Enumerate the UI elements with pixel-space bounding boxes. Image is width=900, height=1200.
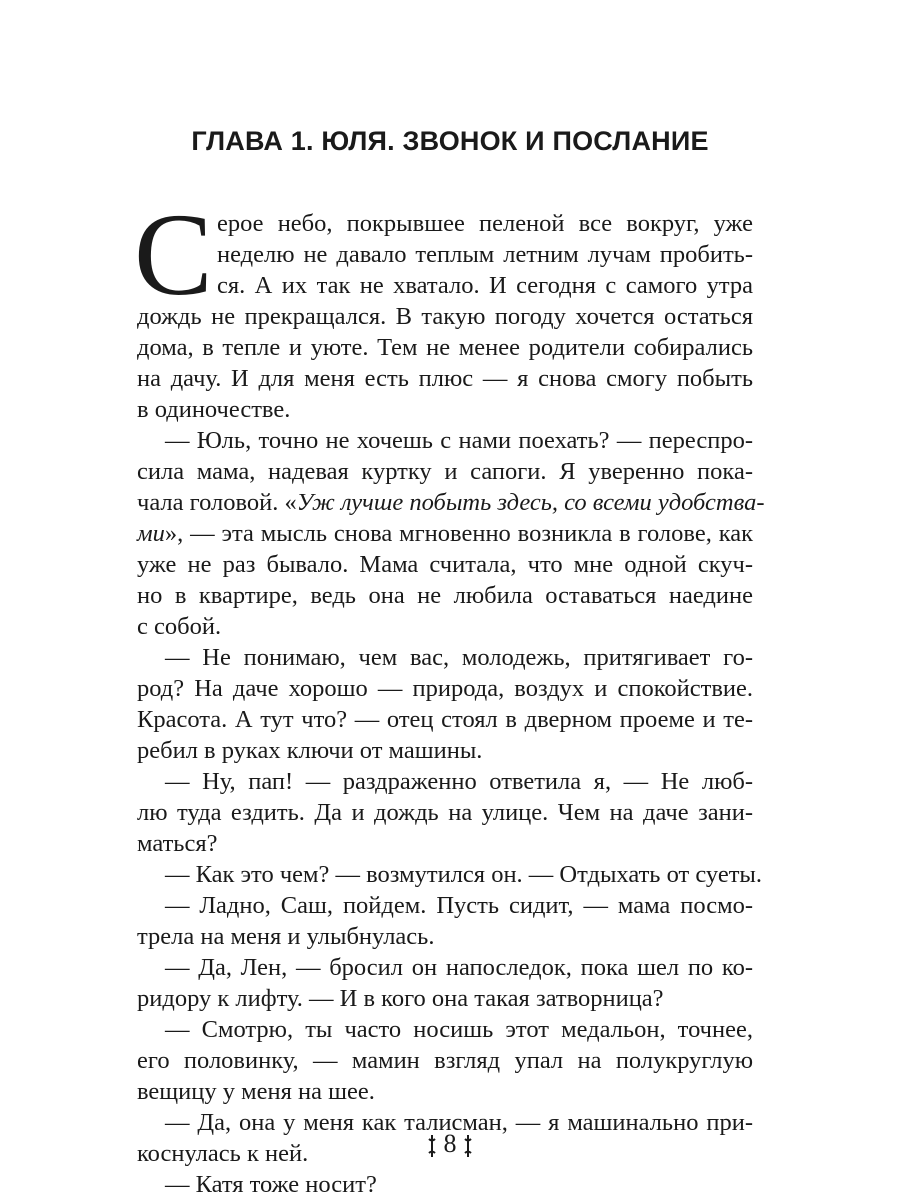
text-line: ридору к лифту. — И в кого она такая затворница?	[137, 985, 664, 1012]
text-line: — Юль, точно не хочешь с нами поехать? — переспро-	[165, 427, 753, 454]
text-line: уже не раз бывало. Мама считала, что мне одной скуч-	[137, 551, 753, 578]
text-line: дождь не прекращался. В такую погоду хочется остаться	[137, 303, 753, 330]
text-line: — Катя тоже носит?	[165, 1171, 377, 1198]
text-line: — Ну, пап! — раздраженно ответила я, — Не люб-	[165, 768, 753, 795]
italic-fragment: Уж лучше побыть здесь, со всеми удобства-	[296, 489, 765, 516]
page-ornament-right-icon	[463, 1133, 473, 1159]
text-line: коснулась к ней.	[137, 1140, 309, 1167]
text-fragment: чала головой. «	[137, 489, 297, 516]
drop-cap: С	[134, 189, 213, 320]
text-line: сила мама, надевая куртку и сапоги. Я уверенно пока-	[137, 458, 753, 485]
page-ornament-left-icon	[427, 1133, 437, 1159]
text-line: Красота. А тут что? — отец стоял в дверном проеме и те-	[137, 706, 753, 733]
text-line: но в квартире, ведь она не любила оставаться наедине	[137, 582, 753, 609]
text-line: ребил в руках ключи от машины.	[137, 737, 483, 764]
text-line: род? На даче хорошо — природа, воздух и спокойствие.	[137, 675, 753, 702]
text-line: вещицу у меня на шее.	[137, 1078, 375, 1105]
text-line: в одиночестве.	[137, 396, 291, 423]
text-line: его половинку, — мамин взгляд упал на полукруглую	[137, 1047, 753, 1074]
text-line: неделю не давало теплым летним лучам пробить-	[217, 241, 753, 268]
chapter-title: ГЛАВА 1. ЮЛЯ. ЗВОНОК И ПОСЛАНИЕ	[191, 126, 709, 156]
text-line	[137, 518, 753, 549]
text-fragment: », — эта мысль снова мгновенно возникла в голове, как	[164, 520, 753, 547]
text-line: ерое небо, покрывшее пеленой все вокруг, уже	[217, 210, 753, 237]
page-number-value: 8	[443, 1129, 457, 1158]
text-line: трела на меня и улыбнулась.	[137, 923, 435, 950]
text-line: — Не понимаю, чем вас, молодежь, притягивает го-	[165, 644, 753, 671]
text-line: лю туда ездить. Да и дождь на улице. Чем на даче зани-	[137, 799, 753, 826]
page-number	[0, 1124, 900, 1164]
text-line: с собой.	[137, 613, 222, 640]
text-line: — Как это чем? — возмутился он. — Отдыхать от суеты.	[165, 861, 763, 888]
body-text	[137, 208, 765, 1200]
italic-fragment: ми	[137, 520, 165, 547]
text-line: — Смотрю, ты часто носишь этот медальон, точнее,	[165, 1016, 753, 1043]
text-line	[137, 487, 765, 518]
text-line: ся. А их так не хватало. И сегодня с самого утра	[217, 272, 753, 299]
text-line: — Ладно, Саш, пойдем. Пусть сидит, — мама посмо-	[165, 892, 753, 919]
text-line: дома, в тепле и уюте. Тем не менее родители собирались	[137, 334, 753, 361]
text-line: на дачу. И для меня есть плюс — я снова смогу побыть	[137, 365, 753, 392]
text-line: — Да, она у меня как талисман, — я машинально при-	[165, 1109, 753, 1136]
text-line: маться?	[137, 830, 218, 857]
text-line: — Да, Лен, — бросил он напоследок, пока шел по ко-	[165, 954, 753, 981]
